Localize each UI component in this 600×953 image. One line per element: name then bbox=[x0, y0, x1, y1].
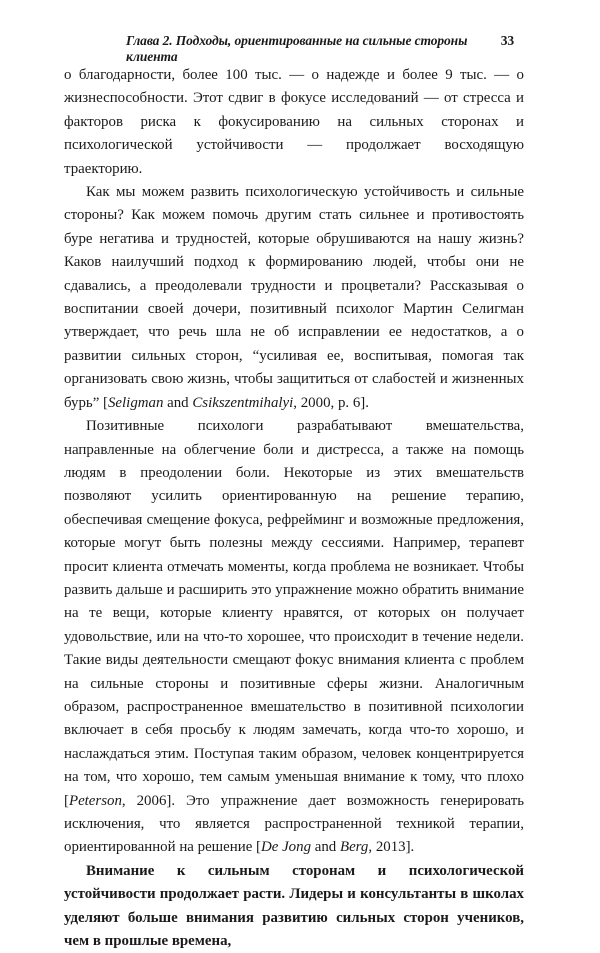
citation-author: De Jong bbox=[260, 839, 312, 856]
citation-author: Seligman bbox=[107, 394, 164, 411]
body-text bbox=[64, 64, 524, 953]
text-run: Как мы можем развить психологическую устойчивость и сильные стороны? Как можем помочь другим стать сильнее и противостоять буре негатива и трудностей, которые обрушиваются на нашу жизнь? Каков наилучший подход к формированию людей, чтобы они не сдавались, а преодолевали трудности и процветали? Рассказывая о воспитании своей дочери, позитивный психолог Мартин Селигман утверждает, что речь шла не об исправлении ее недостатков, а о развитии сильных сторон, “усиливая ее, воспитывая, помогая так организовать свою жизнь, чтобы защититься от слабостей и жизненных бурь” [ bbox=[64, 184, 524, 411]
paragraph bbox=[64, 64, 524, 181]
text-run: and bbox=[311, 839, 340, 856]
paragraph bbox=[64, 415, 524, 860]
running-header bbox=[126, 33, 514, 65]
paragraph bbox=[64, 181, 524, 415]
paragraph bbox=[64, 860, 524, 953]
page-number: 33 bbox=[500, 33, 514, 48]
text-run: , 2000, p. 6]. bbox=[293, 394, 369, 411]
text-run: and bbox=[163, 394, 193, 411]
text-run: Позитивные психологи разрабатывают вмешательства, направленные на облегчение боли и дистресса, а также на помощь людям в преодолении боли. Некоторые из этих вмешательств позволяют усилить ориентированную на решение терапию, обеспечивая смещение фокуса, рефрейминг и возможные предложения, которые могут быть полезны между сессиями. Например, терапевт просит клиента отмечать моменты, когда проблема не возникает. Чтобы развить дальше и расширить это упражнение можно обратить внимание на те вещи, которые клиенту нравятся, от которых он получает удовольствие, или на что-то хорошее, что происходит в течение недели. Такие виды деятельности смещают фокус внимания клиента с проблем на сильные стороны и позитивные сферы жизни. Аналогичным образом, распространенное вмешательство в позитивной психологии включает в себя просьбу к людям замечать, когда что-то хорошо, и наслаждаться этим. Поступая таким образом, человек концентрируется на том, что хорошо, тем самым уменьшая внимание к тому, что плохо [ bbox=[64, 418, 524, 809]
chapter-title: Глава 2. Подходы, ориентированные на сильные стороны клиента bbox=[126, 33, 468, 64]
citation-author: Berg bbox=[339, 839, 369, 856]
text-run: Внимание к сильным сторонам и психологической устойчивости продолжает расти. Лидеры и консультанты в школах уделяют больше внимания развитию сильных сторон учеников, чем в прошлые времена, bbox=[64, 862, 524, 950]
citation-author: Csikszentmihalyi bbox=[192, 394, 294, 411]
text-run: , 2006]. Это упражнение дает возможность генерировать исключения, что является распространенной техникой терапии, ориентированной на решение [ bbox=[64, 792, 524, 856]
text-run: , 2013]. bbox=[368, 839, 415, 856]
citation-author: Peterson bbox=[68, 792, 122, 809]
text-run: о благодарности, более 100 тыс. — о надежде и более 9 тыс. — о жизнеспособности. Этот сдвиг в фокусе исследований — от стресса и факторов риска к фокусированию на сильных сторонах и психологической устойчивости — продолжает восходящую траекторию. bbox=[64, 67, 524, 177]
